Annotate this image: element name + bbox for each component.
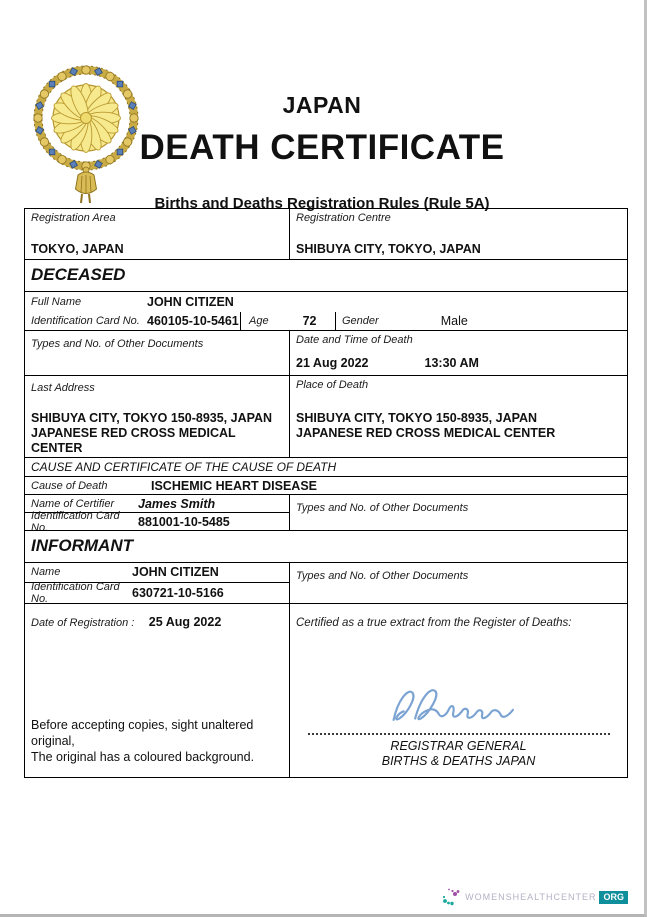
address-placeofdeath-row (25, 375, 627, 457)
death-datetime-label: Date and Time of Death (296, 334, 413, 347)
date-of-registration-row (25, 603, 627, 681)
registrar-signature (359, 684, 559, 730)
document-title: DEATH CERTIFICATE (139, 128, 505, 167)
country-title: JAPAN (282, 92, 362, 118)
deceased-identity-row (25, 291, 627, 331)
cause-of-death-row (25, 476, 627, 494)
deceased-other-docs-label: Types and No. of Other Documents (31, 338, 204, 351)
certifier-other-docs-cell (289, 495, 627, 530)
death-time-value: 13:30 AM (424, 356, 479, 371)
registrar-signature-cell (289, 680, 627, 777)
copy-note-line2: The original has a coloured background. (31, 749, 255, 764)
full-name-subrow (25, 292, 627, 312)
place-of-death-cell (289, 376, 627, 457)
registration-area-value: TOKYO, JAPAN (31, 241, 124, 256)
informant-other-docs-cell (289, 563, 627, 603)
age-cell (240, 312, 335, 331)
certifier-block-row (25, 494, 627, 534)
age-label: Age (249, 314, 269, 327)
date-of-registration-label: Date of Registration : (31, 616, 135, 629)
cause-section-title: CAUSE AND CERTIFICATE OF THE CAUSE OF DEATH (31, 460, 337, 475)
informant-id-cell (25, 582, 289, 603)
informant-section-title: INFORMANT (31, 536, 133, 556)
informant-id-label: Identification Card No. (31, 580, 120, 605)
certifier-label: Name of Certifier (31, 497, 115, 510)
informant-other-docs-label: Types and No. of Other Documents (296, 569, 469, 582)
watermark-site-name: WOMENSHEALTHCENTER (465, 892, 597, 902)
date-of-registration-cell (25, 604, 289, 681)
certifier-id-cell (25, 509, 289, 534)
informant-name-label: Name (31, 566, 61, 579)
place-of-death-line1: SHIBUYA CITY, TOKYO 150-8935, JAPAN (296, 411, 538, 426)
signature-line (308, 732, 610, 735)
last-address-label: Last Address (31, 382, 95, 395)
cause-of-death-label: Cause of Death (31, 479, 108, 492)
registrar-title-line2: BIRTHS & DEATHS JAPAN (381, 754, 536, 769)
gender-label: Gender (342, 314, 379, 327)
certificate-table (24, 208, 628, 778)
age-value: 72 (302, 313, 317, 328)
informant-name-value: JOHN CITIZEN (132, 565, 219, 580)
copy-note-line1: Before accepting copies, sight unaltered original, (31, 717, 254, 748)
deceased-id-cell (25, 312, 240, 331)
deceased-section-title: DECEASED (31, 265, 126, 285)
watermark (442, 888, 628, 906)
certified-extract-label: Certified as a true extract from the Register of Deaths: (296, 616, 572, 629)
document-subtitle: Births and Deaths Registration Rules (Rule 5A) (154, 195, 490, 212)
full-name-value: JOHN CITIZEN (147, 294, 234, 309)
deceased-id-value: 460105-10-5461 (147, 313, 239, 328)
cause-section-row (25, 457, 627, 476)
certifier-other-docs-label: Types and No. of Other Documents (296, 502, 469, 515)
registration-centre-label: Registration Centre (296, 212, 391, 224)
certified-extract-cell (289, 604, 627, 681)
certifier-id-label: Identification Card No. (31, 509, 120, 534)
registration-area-label: Registration Area (31, 212, 116, 224)
cause-of-death-value: ISCHEMIC HEART DISEASE (151, 478, 317, 493)
last-address-line1: SHIBUYA CITY, TOKYO 150-8935, JAPAN (31, 411, 273, 426)
registration-row (25, 209, 627, 259)
informant-id-value: 630721-10-5166 (132, 585, 224, 600)
womenshealthcenter-logo-icon (442, 888, 462, 906)
copy-note-cell (25, 680, 289, 777)
deceased-id-label: Identification Card No. (31, 314, 140, 327)
certifier-name-value: James Smith (138, 496, 216, 511)
imperial-chrysanthemum-seal-icon (28, 52, 144, 206)
place-of-death-line2: JAPANESE RED CROSS MEDICAL CENTER (296, 426, 556, 441)
registrar-title-line1: REGISTRAR GENERAL (390, 739, 527, 754)
informant-name-cell (25, 563, 289, 582)
id-age-gender-subrow (25, 312, 627, 331)
date-of-registration-value: 25 Aug 2022 (148, 614, 222, 629)
gender-cell (335, 312, 627, 331)
informant-section-row (25, 530, 627, 562)
otherdocs-deathdate-row (25, 330, 627, 375)
deceased-section-row (25, 259, 627, 291)
full-name-label: Full Name (31, 295, 82, 308)
death-date-value: 21 Aug 2022 (296, 356, 369, 371)
registration-centre-value: SHIBUYA CITY, TOKYO, JAPAN (296, 241, 481, 256)
place-of-death-label: Place of Death (296, 379, 369, 392)
deceased-other-docs-cell (25, 331, 289, 375)
registration-centre-cell (289, 209, 627, 259)
registration-area-cell (25, 209, 289, 259)
gender-value: Male (440, 313, 468, 328)
watermark-site-tld: ORG (599, 891, 628, 904)
certifier-id-value: 881001-10-5485 (138, 514, 230, 529)
death-datetime-cell (289, 331, 627, 375)
signature-row (25, 680, 627, 777)
informant-block-row (25, 562, 627, 603)
last-address-line2: JAPANESE RED CROSS MEDICAL CENTER (31, 426, 236, 456)
last-address-cell (25, 376, 289, 457)
